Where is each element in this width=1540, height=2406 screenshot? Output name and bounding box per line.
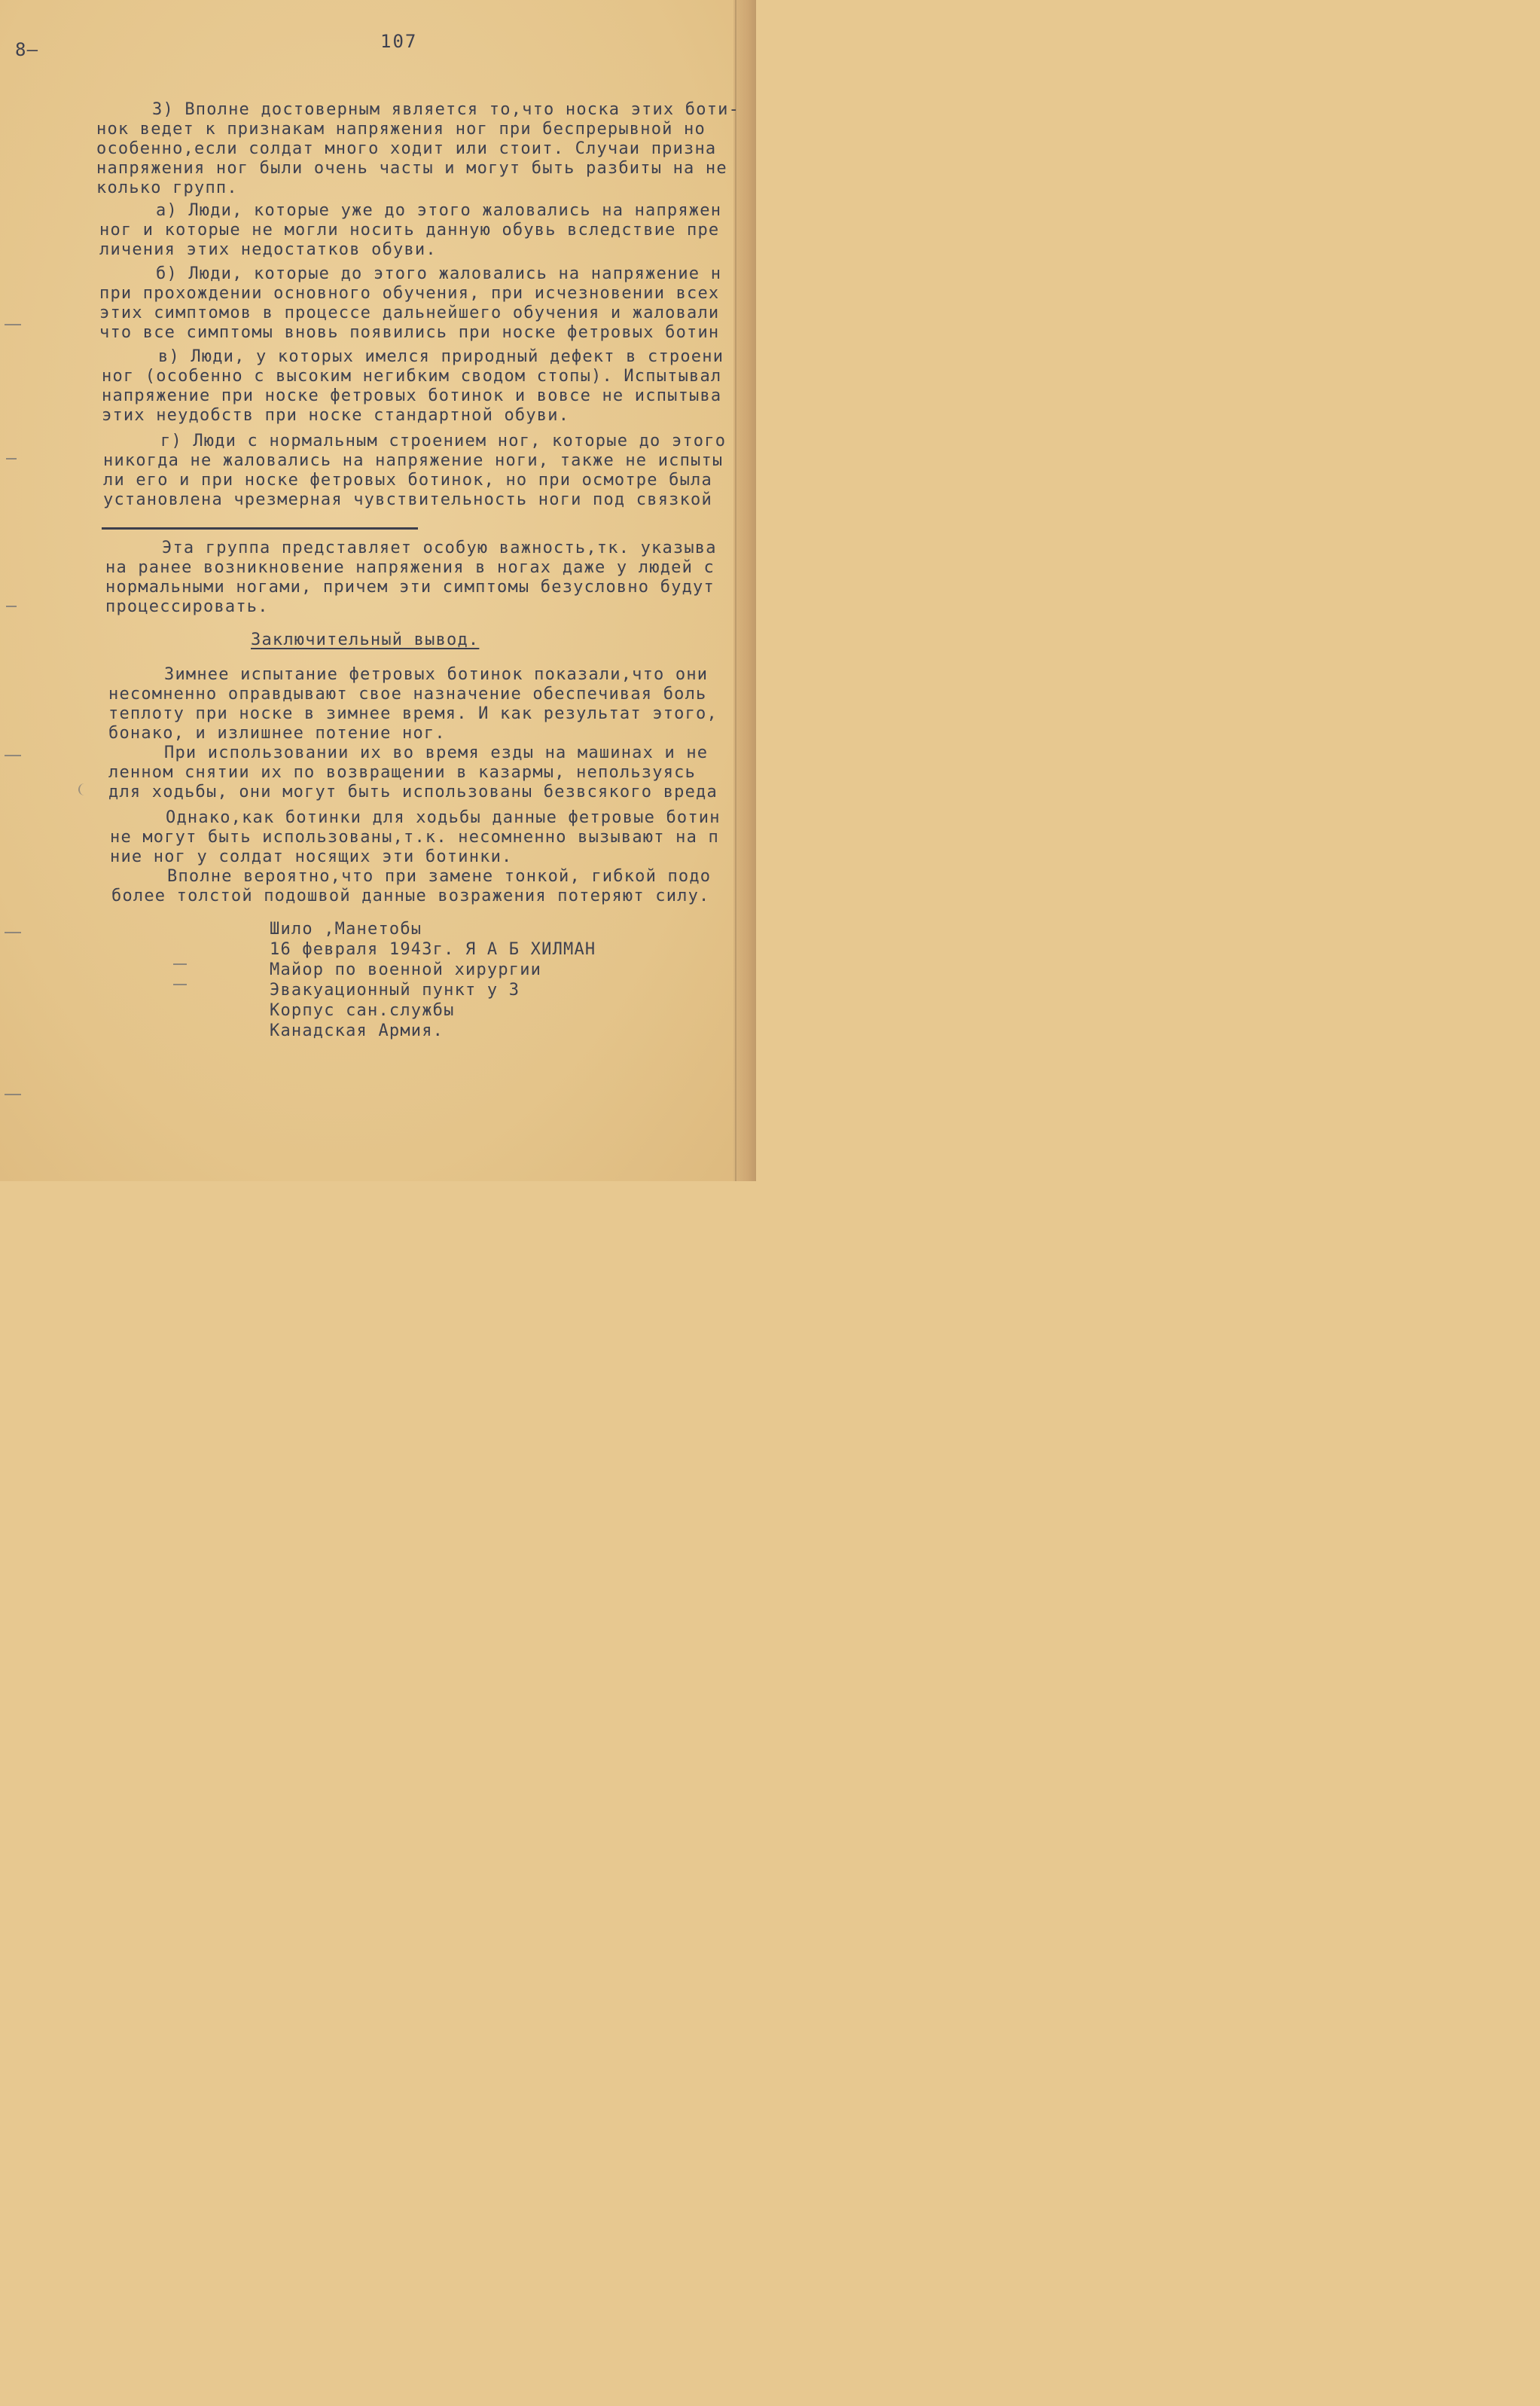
- text-line: 3) Вполне достоверным является то,что носка этих боти-: [152, 100, 740, 119]
- margin-tick: [5, 755, 21, 756]
- text-line: Эта группа представляет особую важность,тк. указыва: [162, 539, 717, 557]
- text-line: несомненно оправдывают свое назначение обеспечивая боль: [108, 685, 707, 704]
- underline-rule: [102, 527, 418, 530]
- signature-tick: [173, 963, 187, 965]
- text-line: б) Люди, которые до этого жаловались на напряжение н: [156, 264, 722, 283]
- text-line: бонако, и излишнее потение ног.: [108, 724, 446, 743]
- text-line: личения этих недостатков обуви.: [99, 240, 437, 259]
- signature-tick: [173, 984, 187, 985]
- signature-line: Эвакуационный пункт у 3: [270, 981, 520, 1000]
- text-line: нок ведет к признакам напряжения ног при беспрерывной но: [96, 120, 706, 139]
- text-line: Зимнее испытание фетровых ботинок показали,что они: [164, 665, 709, 684]
- margin-tick: [5, 1094, 21, 1095]
- text-line: Вполне вероятно,что при замене тонкой, гибкой подо: [167, 867, 712, 886]
- margin-tick: [5, 324, 21, 325]
- text-line: что все симптомы вновь появились при носке фетровых ботин: [99, 323, 720, 342]
- text-line: ленном снятии их по возвращении в казармы, непользуясь: [108, 763, 697, 782]
- margin-mark: [78, 783, 87, 795]
- text-line: на ранее возникновение напряжения в ногах даже у людей с: [105, 558, 715, 577]
- text-line: колько групп.: [96, 179, 238, 197]
- signature-line: Шило ,Манетобы: [270, 920, 422, 939]
- text-line: ног и которые не могли носить данную обувь вследствие пре: [99, 221, 720, 240]
- text-line: при прохождении основного обучения, при исчезновении всех: [99, 284, 720, 303]
- text-line: г) Люди с нормальным строением ног, которые до этого: [160, 432, 727, 450]
- text-line: напряжение при носке фетровых ботинок и вовсе не испытыва: [102, 386, 722, 405]
- signature-line: Корпус сан.службы: [270, 1001, 455, 1020]
- text-line: При использовании их во время езды на машинах и не: [164, 743, 709, 762]
- signature-line: Майор по военной хирургии: [270, 960, 542, 979]
- page-edge-shadow: [733, 0, 756, 1181]
- text-line: установлена чрезмерная чувствительность ноги под связкой: [103, 490, 712, 509]
- page-number: 107: [380, 31, 418, 52]
- text-line: ног (особенно с высоким негибким сводом стопы). Испытывал: [102, 367, 722, 386]
- margin-number: 8–: [15, 39, 39, 60]
- text-line: не могут быть использованы,т.к. несомненно вызывают на п: [110, 828, 719, 847]
- text-line: ли его и при носке фетровых ботинок, но при осмотре была: [103, 471, 712, 490]
- text-line: этих неудобств при носке стандартной обуви.: [102, 406, 570, 425]
- margin-tick: [6, 606, 17, 607]
- text-line: а) Люди, которые уже до этого жаловались на напряжен: [156, 201, 722, 220]
- text-line: в) Люди, у которых имелся природный дефект в строени: [158, 347, 724, 366]
- page-edge-line: [735, 0, 736, 1181]
- text-line: более толстой подошвой данные возражения потеряют силу.: [111, 887, 710, 905]
- signature-line: 16 февраля 1943г. Я А Б ХИЛМАН: [270, 940, 596, 959]
- document-page: [0, 0, 756, 1181]
- text-line: этих симптомов в процессе дальнейшего обучения и жаловали: [99, 304, 720, 322]
- text-line: теплоту при носке в зимнее время. И как результат этого,: [108, 704, 718, 723]
- text-line: для ходьбы, они могут быть использованы безвсякого вреда: [108, 783, 718, 801]
- text-line: процессировать.: [105, 597, 269, 616]
- text-line: ние ног у солдат носящих эти ботинки.: [110, 847, 513, 866]
- margin-tick: [6, 458, 17, 460]
- text-line: Однако,как ботинки для ходьбы данные фетровые ботин: [166, 808, 721, 827]
- text-line: никогда не жаловались на напряжение ноги, также не испыты: [103, 451, 724, 470]
- signature-line: Канадская Армия.: [270, 1021, 444, 1040]
- text-line: нормальными ногами, причем эти симптомы безусловно будут: [105, 578, 715, 597]
- text-line: особенно,если солдат много ходит или стоит. Случаи призна: [96, 139, 717, 158]
- text-line: напряжения ног были очень часты и могут быть разбиты на не: [96, 159, 727, 178]
- section-heading: Заключительный вывод.: [251, 631, 480, 649]
- margin-tick: [5, 932, 21, 933]
